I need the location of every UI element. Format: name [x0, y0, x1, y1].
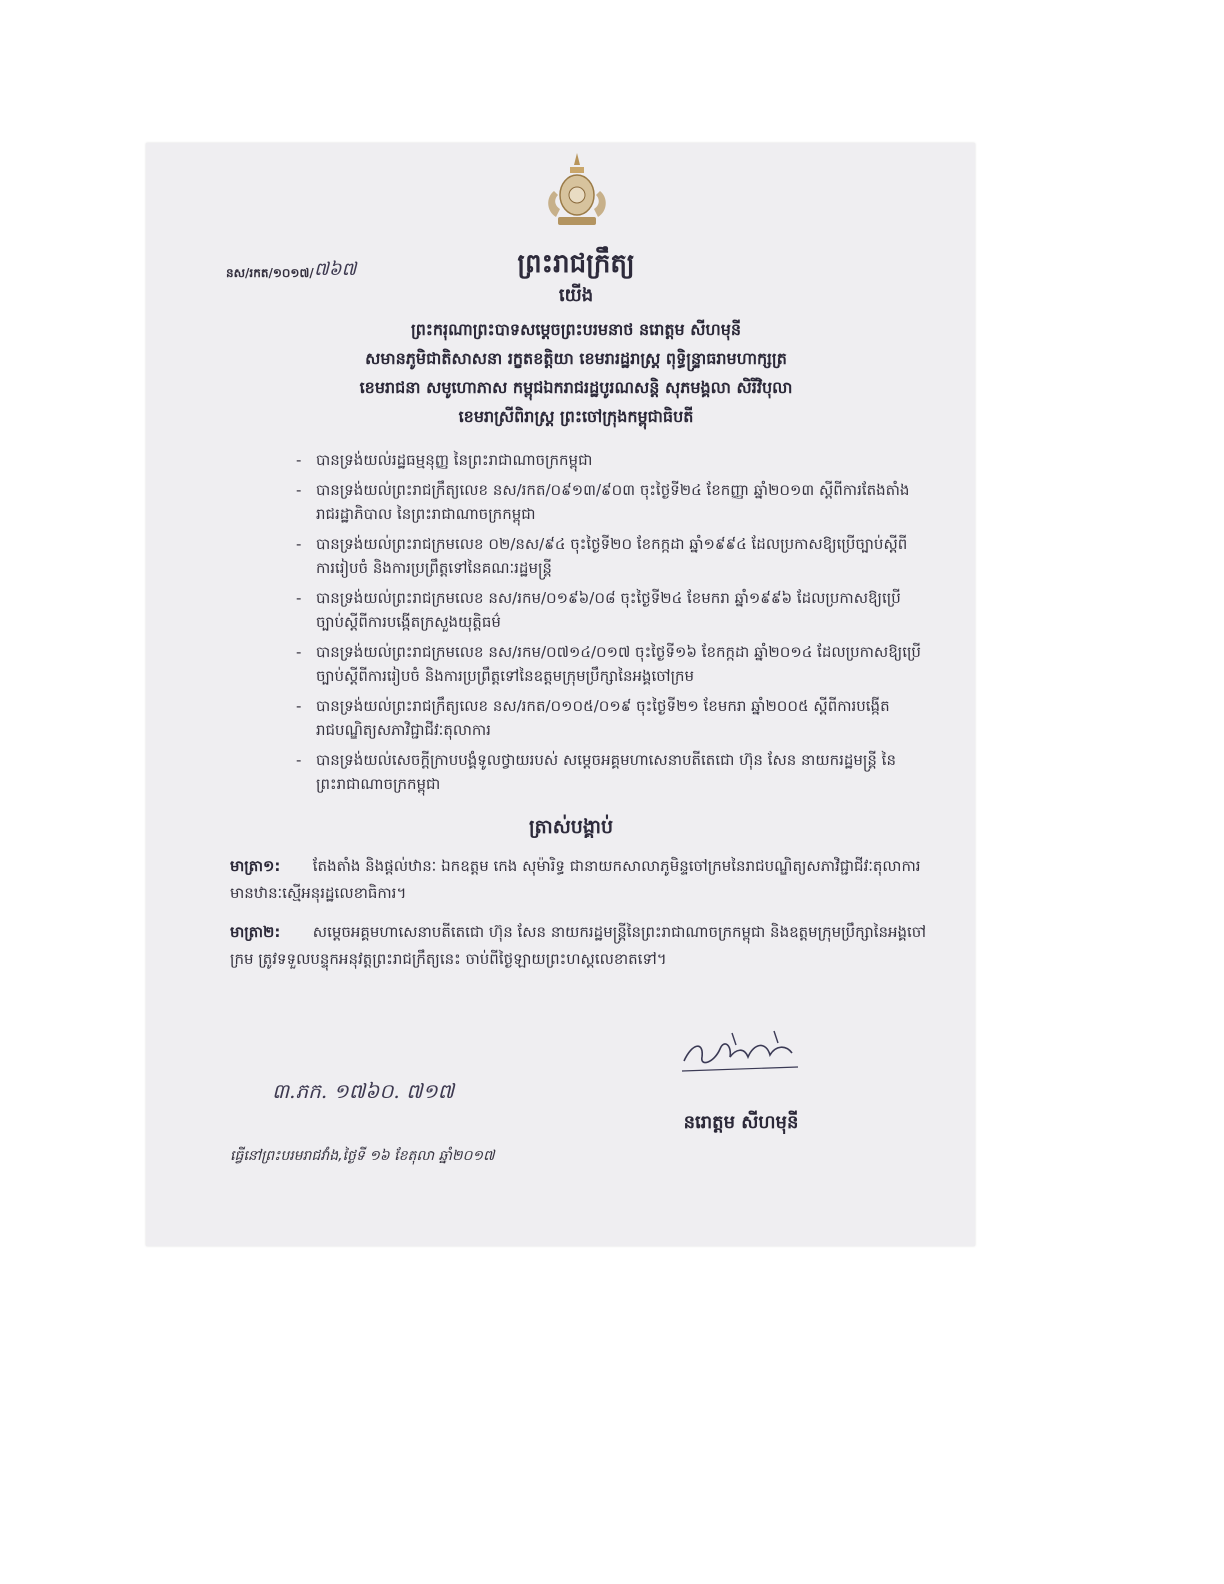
article-text: សម្តេចអគ្គមហាសេនាបតីតេជោ ហ៊ុន សែន នាយករដ្ឋមន្ត្រីនៃព្រះរាជាណាចក្រកម្ពុជា និងឧត្តមក្រុមប្រឹក្សានៃអង្គចៅក្រម ត្រូវទទួលបន្ទុកអនុវត្តព្រះរាជក្រឹត្យនេះ ចាប់ពីថ្ងៃឡាយព្រះហស្តលេខាតទៅ។: [230, 923, 927, 968]
preamble-item: - បានទ្រង់យល់ព្រះរាជក្រមលេខ នស/រកម/០១៩៦/០៨ ចុះថ្ងៃទី២៤ ខែមករា ឆ្នាំ១៩៩៦ ដែលប្រកាសឱ្យប្រើច្បាប់ស្តីពីការបង្កើតក្រសួងយុត្តិធម៌: [296, 586, 926, 634]
royal-arms-emblem-icon: [540, 151, 614, 229]
royal-title-line: ព្រះករុណាព្រះបាទសម្តេចព្រះបរមនាថ នរោត្តម សីហមុនី: [410, 320, 742, 339]
decree-title: ព្រះរាជក្រឹត្យ: [517, 249, 635, 279]
preamble-item: - បានទ្រង់យល់ព្រះរាជក្រមលេខ ០២/នស/៩៤ ចុះថ្ងៃទី២០ ខែកក្កដា ឆ្នាំ១៩៩៤ ដែលប្រកាសឱ្យប្រើច្បាប់ស្តីពីការរៀបចំ និងការប្រព្រឹត្តទៅនៃគណៈរដ្ឋមន្ត្រី: [296, 532, 926, 580]
royal-title-line: ខេមរាស្រីពិរាស្ត្រ ព្រះចៅក្រុងកម្ពុជាធិបតី: [458, 407, 694, 426]
article-label: មាត្រា២:: [230, 923, 281, 941]
article-text: តែងតាំង និងផ្តល់ឋានៈ ឯកឧត្តម កេង សុម៉ារិទ្ធ ជានាយកសាលាភូមិន្ទចៅក្រមនៃរាជបណ្ឌិត្យសភាវិជ្ជាជីវៈតុលាការ មានឋានៈស្មើអនុរដ្ឋលេខាធិការ។: [230, 857, 921, 902]
decide-heading: ត្រាស់បង្គាប់: [528, 816, 614, 838]
handwritten-reference: ៣.ភក. ១៧៦០. ៧១៧: [272, 1079, 455, 1103]
place-date: ធ្វើនៅព្រះបរមរាជវាំង,ថ្ងៃទី ១៦ ខែតុលា ឆ្នាំ២០១៧: [230, 1148, 495, 1164]
royal-titles: [306, 315, 846, 431]
preamble-item: - បានទ្រង់យល់ព្រះរាជក្រឹត្យលេខ នស/រកត/០៩១៣/៩០៣ ចុះថ្ងៃទី២៤ ខែកញ្ញា ឆ្នាំ២០១៣ ស្តីពីការតែងតាំងរាជរដ្ឋាភិបាល នៃព្រះរាជាណាចក្រកម្ពុជា: [296, 478, 926, 526]
preamble-item: - បានទ្រង់យល់រដ្ឋធម្មនុញ្ញ នៃព្រះរាជាណាចក្រកម្ពុជា: [296, 448, 926, 472]
preamble-item: - បានទ្រង់យល់ព្រះរាជក្រមលេខ នស/រកម/០៧១៤/០១៧ ចុះថ្ងៃទី១៦ ខែកក្កដា ឆ្នាំ២០១៤ ដែលប្រកាសឱ្យប្រើច្បាប់ស្តីពីការរៀបចំ និងការប្រព្រឹត្តទៅនៃឧត្តមក្រុមប្រឹក្សានៃអង្គចៅក្រម: [296, 640, 926, 688]
decree-page: [146, 143, 975, 1246]
handwritten-signature: [674, 1023, 824, 1079]
preamble-item: - បានទ្រង់យល់ព្រះរាជក្រឹត្យលេខ នស/រកត/០១០៥/០១៩ ចុះថ្ងៃទី២១ ខែមករា ឆ្នាំ២០០៥ ស្តីពីការបង្កើតរាជបណ្ឌិត្យសភាវិជ្ជាជីវៈតុលាការ: [296, 694, 926, 742]
article-2: [230, 919, 930, 973]
reference-handwritten: ៧៦៧: [314, 259, 357, 280]
preamble-item: - បានទ្រង់យល់សេចក្តីក្រាបបង្គំទូលថ្វាយរបស់ សម្តេចអគ្គមហាសេនាបតីតេជោ ហ៊ុន សែន នាយករដ្ឋមន្ត្រី នៃព្រះរាជាណាចក្រកម្ពុជា: [296, 748, 926, 796]
signatory-name: នរោត្តម សីហមុនី: [683, 1112, 799, 1133]
article-label: មាត្រា១:: [230, 857, 281, 875]
royal-title-line: ខេមរាជនា សមូហោភាស កម្ពុជឯករាជរដ្ឋបូរណសន្តិ សុភមង្គលា សិរីវិបុលា: [359, 378, 793, 397]
royal-title-line: សមានភូមិជាតិសាសនា រក្ខតខត្តិយា ខេមរារដ្ឋរាស្ត្រ ពុទ្ធិន្ទ្រាធរាមហាក្សត្រ: [365, 349, 787, 368]
reference-number: នស/រកត/១០១៧/: [226, 266, 314, 280]
preamble-list: [296, 448, 926, 802]
article-1: [230, 853, 930, 907]
decree-subtitle: យើង: [558, 285, 594, 306]
